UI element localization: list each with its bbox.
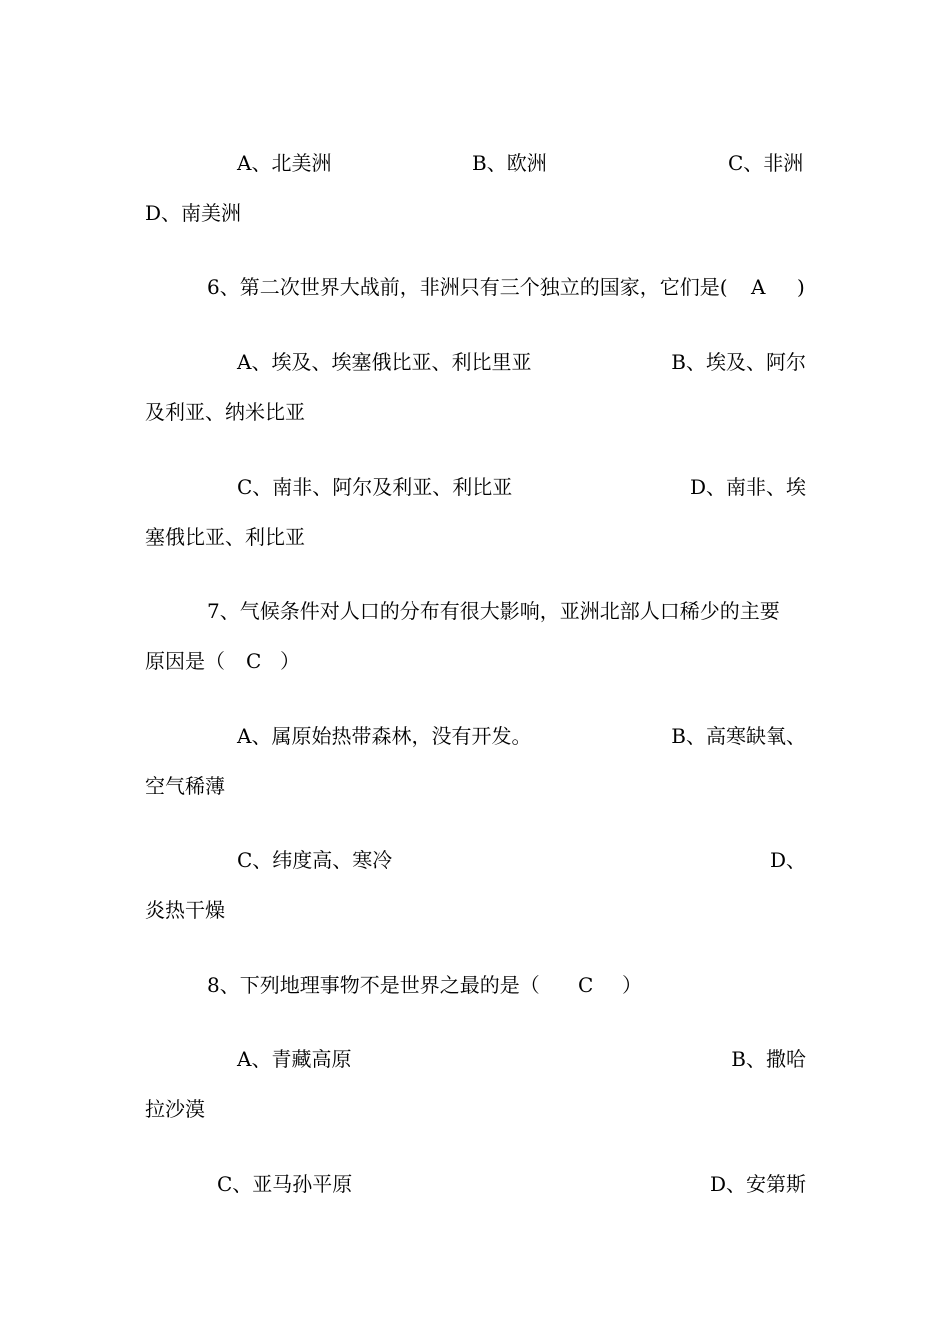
q8-option-b: B、撒哈 — [731, 1047, 806, 1071]
q7-stem-row — [145, 599, 806, 623]
q7-answer: C — [246, 649, 262, 673]
q6-option-c: C、南非、阿尔及利亚、利比亚 — [237, 475, 513, 499]
q7-options-row-2 — [145, 848, 806, 872]
q7-option-d: D、 — [769, 848, 806, 872]
q5-option-b: B、欧洲 — [472, 151, 547, 175]
q6-option-d: D、南非、埃 — [689, 475, 806, 499]
q7-option-b-continued: 空气稀薄 — [145, 774, 225, 798]
q8-option-c: C、亚马孙平原 — [217, 1172, 353, 1196]
q6-option-a: A、埃及、埃塞俄比亚、利比里亚 — [237, 350, 532, 374]
q6-close-paren: ) — [797, 275, 805, 299]
q8-answer: C — [578, 973, 594, 997]
q8-close-paren: ） — [622, 973, 642, 997]
q8-options-row-2 — [145, 1172, 806, 1196]
q6-options-row-1 — [145, 350, 806, 374]
q7-option-a: A、属原始热带森林，没有开发。 — [237, 724, 532, 748]
q5-option-c: C、非洲 — [728, 151, 804, 175]
q5-option-a: A、北美洲 — [237, 151, 332, 175]
q7-option-c: C、纬度高、寒冷 — [237, 848, 393, 872]
q6-option-b: B、埃及、阿尔 — [671, 350, 806, 374]
q8-options-row-1 — [145, 1047, 806, 1071]
q8-option-d: D、安第斯 — [709, 1172, 806, 1196]
q7-option-b: B、高寒缺氧、 — [671, 724, 806, 748]
q6-options-row-2 — [145, 475, 806, 499]
q6-option-b-continued: 及利亚、纳米比亚 — [145, 400, 305, 424]
q7-option-d-continued: 炎热干燥 — [145, 898, 225, 922]
q6-stem: 6、第二次世界大战前，非洲只有三个独立的国家，它们是( — [207, 275, 728, 299]
q7-stem-continued: 原因是（ — [145, 649, 225, 673]
q6-option-d-continued: 塞俄比亚、利比亚 — [145, 525, 305, 549]
q6-answer: A — [751, 275, 766, 299]
q8-option-b-continued: 拉沙漠 — [145, 1097, 205, 1121]
q5-option-d: D、南美洲 — [145, 201, 242, 225]
q8-stem: 8、下列地理事物不是世界之最的是（ — [207, 973, 540, 997]
q7-options-row-1 — [145, 724, 806, 748]
q8-option-a: A、青藏高原 — [237, 1047, 352, 1071]
q7-close-paren: ） — [280, 649, 300, 673]
q7-stem: 7、气候条件对人口的分布有很大影响，亚洲北部人口稀少的主要 — [207, 599, 780, 623]
